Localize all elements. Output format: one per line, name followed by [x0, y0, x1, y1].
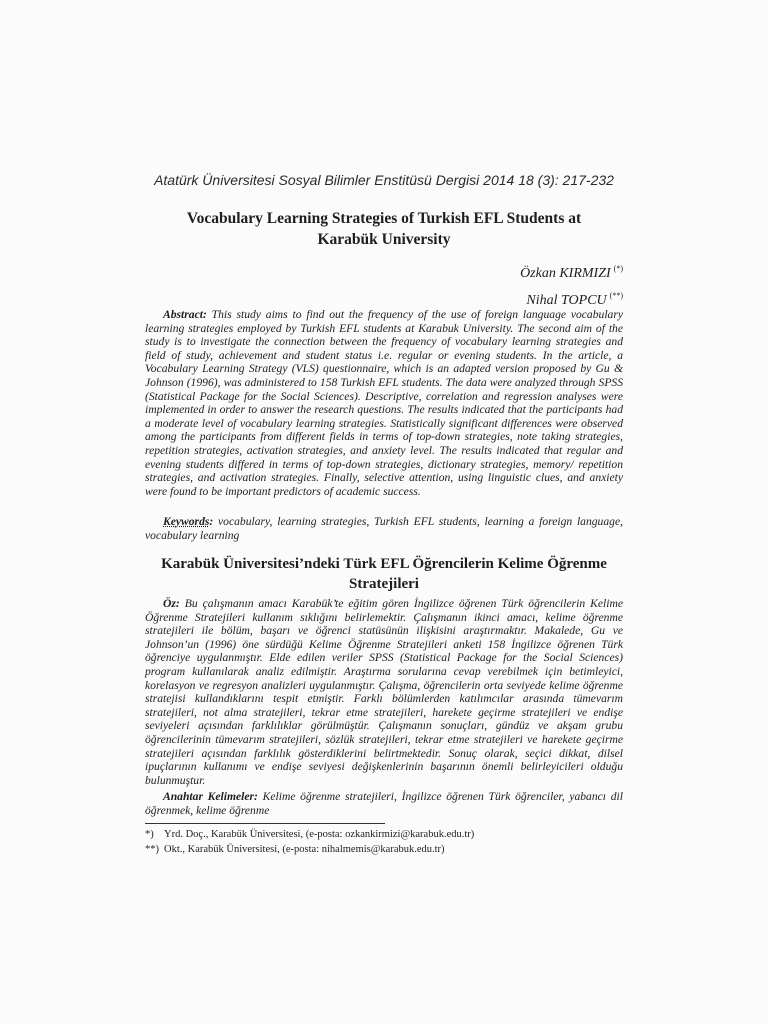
keywords-colon: : — [209, 515, 214, 528]
oz-label: Öz: — [163, 597, 180, 610]
footnote-text: Yrd. Doç., Karabük Üniversitesi, (e-posta: ozkankirmizi@karabuk.edu.tr) — [164, 829, 475, 840]
footnote-1 — [145, 828, 623, 841]
author-footnote-mark: (*) — [613, 264, 623, 273]
keywords-label: Keywords — [163, 515, 210, 528]
author-list — [520, 258, 623, 312]
author-1 — [520, 258, 623, 285]
author-name: Özkan KIRMIZI — [520, 266, 611, 281]
turkish-title-line-2: Stratejileri — [349, 576, 419, 592]
author-footnote-mark: (**) — [609, 291, 623, 300]
footnote-mark: **) — [145, 844, 159, 855]
paper-title-line-2: Karabük University — [317, 231, 451, 248]
oz-text: Bu çalışmanın amacı Karabük’te eğitim gören İngilizce öğrenen Türk öğrencilerin Kelime Öğrenme Stratejileri kullanım sıklığını belirlemektir. Çalışmanın ikinci amacı, kelime öğrenme stratejileri ile bölüm, başarı ve öğrenci statüsünün ilişkisini araştırmaktır. Makalede, Gu ve Johnson’un (1996) öne sürdüğü Kelime Öğrenme Stratejileri anketi 158 İngilizce öğrenen Türk öğrenciye uygulanmıştır. Elde edilen veriler SPSS (Statistical Package for the Social Sciences) program kullanılarak analiz edilmiştir. Araştırma sorularına cevap verebilmek için betimleyici, korelasyon ve regresyon analizleri uygulanmıştır. Çalışma, öğrencilerin orta seviyede kelime öğrenme stratejisi kullandıklarını tespit etmiştir. Farklı bölümlerden katılımcılar arasında tümevarım stratejileri, not alma stratejileri, tekrar etme stratejileri, harekete geçirme stratejileri ve endişe seviyeleri açısından farklılıklar görülmüştür. Çalışmanın sonuçları, gündüz ve akşam grubu öğrencilerinin tümevarım stratejileri, sözlük stratejileri, tekrar etme stratejileri ve harekete geçirme stratejileri açısından farklılık gösterdiklerini belirtmektedir. Sonuç olarak, seçici dikkat, dilsel ipuçlarının kullanımı ve endişe seviyesi değişkenlerinin başarının önemli belirleyicileri olduğu bulunmuştur. — [145, 597, 623, 787]
abstract-label: Abstract: — [163, 308, 207, 321]
footnote-text: Okt., Karabük Üniversitesi, (e-posta: nihalmemis@karabuk.edu.tr) — [164, 844, 445, 855]
anahtar-text: Kelime öğrenme stratejileri, İngilizce öğrenen Türk öğrenciler, yabancı dil öğrenmek, kelime öğrenme — [145, 790, 623, 817]
footnote-mark: *) — [145, 829, 154, 840]
author-name: Nihal TOPCU — [526, 293, 607, 308]
keywords-text: vocabulary, learning strategies, Turkish EFL students, learning a foreign language, vocabulary learning — [145, 515, 623, 542]
footnote-2 — [145, 843, 623, 856]
abstract — [145, 308, 623, 498]
footnote-divider — [145, 823, 385, 824]
anahtar-label: Anahtar Kelimeler: — [163, 790, 258, 803]
paper-title — [145, 208, 623, 250]
paper-title-line-1: Vocabulary Learning Strategies of Turkish EFL Students at — [186, 210, 582, 227]
turkish-keywords — [145, 790, 623, 817]
keywords — [145, 515, 623, 542]
turkish-title — [145, 554, 623, 594]
turkish-title-line-1: Karabük Üniversitesi’ndeki Türk EFL Öğrencilerin Kelime Öğrenme — [161, 556, 607, 572]
abstract-text: This study aims to find out the frequency of the use of foreign language vocabulary learning strategies employed by Turkish EFL students at Karabuk University. The second aim of the study is to investigate the connection between the frequency of vocabulary learning strategies and field of study, achievement and student status i.e. regular or evening students. In the article, a Vocabulary Learning Strategy (VLS) questionnaire, which is an adapted version proposed by Gu & Johnson (1996), was administered to 158 Turkish EFL students. The data were analyzed through SPSS (Statistical Package for the Social Sciences). Descriptive, correlation and regression analyses were implemented in order to answer the research questions. The results indicated that the participants had a moderate level of vocabulary learning strategies. Statistically significant differences were observed among the participants from different fields in terms of top-down strategies, note taking strategies, repetition strategies, activation strategies, and anxiety level. The results indicated that regular and evening students differed in terms of top-down strategies, dictionary strategies, memory/ repetition strategies, and activation strategies. Finally, selective attention, using linguistic clues, and anxiety were found to be important predictors of academic success. — [145, 308, 623, 498]
journal-header: Atatürk Üniversitesi Sosyal Bilimler Enstitüsü Dergisi 2014 18 (3): 217-232 — [154, 172, 614, 188]
turkish-abstract — [145, 597, 623, 787]
